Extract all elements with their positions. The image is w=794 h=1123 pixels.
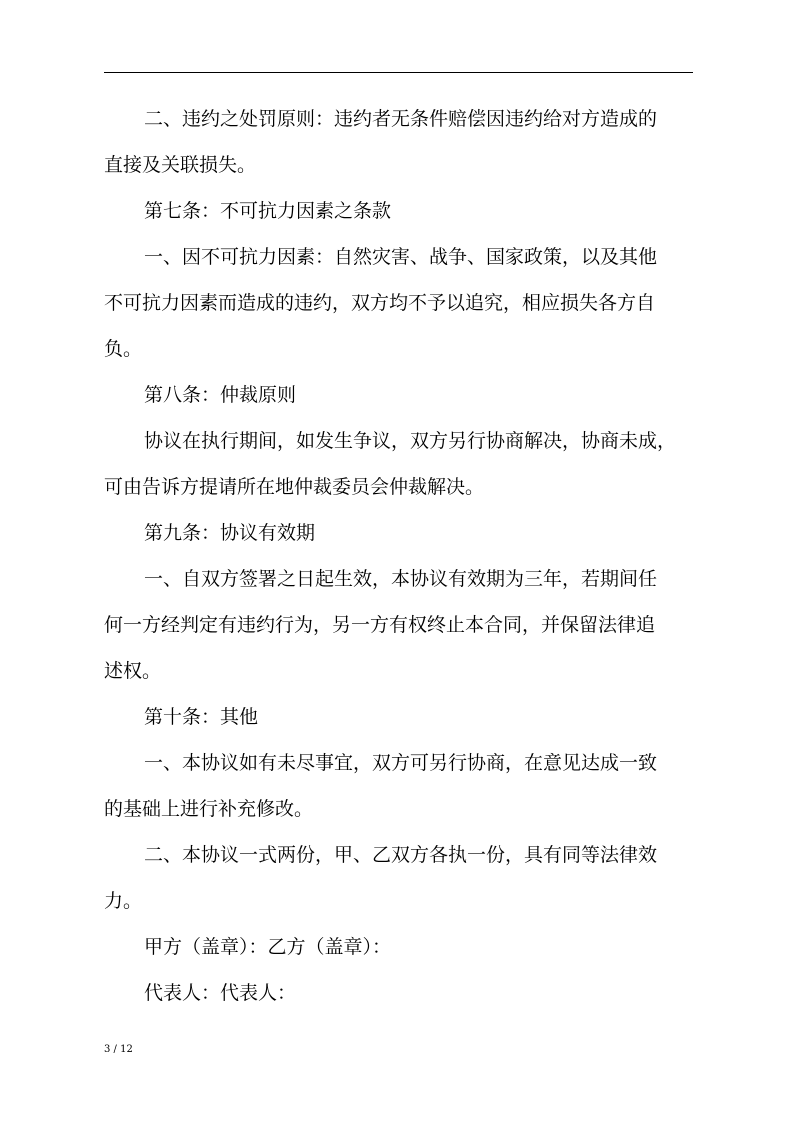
paragraph-penalty-principle: 二、违约之处罚原则：违约者无条件赔偿因违约给对方造成的 直接及关联损失。 — [104, 108, 658, 176]
page-number: 3 / 12 — [104, 1044, 133, 1055]
heading-article-10: 第十条：其他 — [144, 706, 259, 728]
paragraph-supplement: 一、本协议如有未尽事宜，双方可另行协商，在意见达成一致 的基础上进行补充修改。 — [104, 752, 658, 820]
paragraph-arbitration: 协议在执行期间，如发生争议，双方另行协商解决，协商未成， 可由告诉方提请所在地仲裁委员会仲裁解决。 — [104, 430, 677, 498]
paragraph-copies: 二、本协议一式两份，甲、乙双方各执一份，具有同等法律效 力。 — [104, 844, 658, 912]
signature-representative-line: 代表人：代表人： — [144, 982, 297, 1004]
heading-article-8: 第八条：仲裁原则 — [144, 384, 297, 406]
paragraph-force-majeure: 一、因不可抗力因素：自然灾害、战争、国家政策，以及其他 不可抗力因素而造成的违约，双方均不予以追究，相应损失各方自 负。 — [104, 246, 658, 360]
header-rule — [104, 72, 693, 73]
signature-seal-line: 甲方（盖章）：乙方（盖章）： — [144, 936, 392, 958]
paragraph-validity-period: 一、自双方签署之日起生效，本协议有效期为三年，若期间任 何一方经判定有违约行为，另一方有权终止本合同，并保留法律追 述权。 — [104, 568, 658, 682]
heading-article-7: 第七条：不可抗力因素之条款 — [144, 200, 392, 222]
heading-article-9: 第九条：协议有效期 — [144, 522, 316, 544]
